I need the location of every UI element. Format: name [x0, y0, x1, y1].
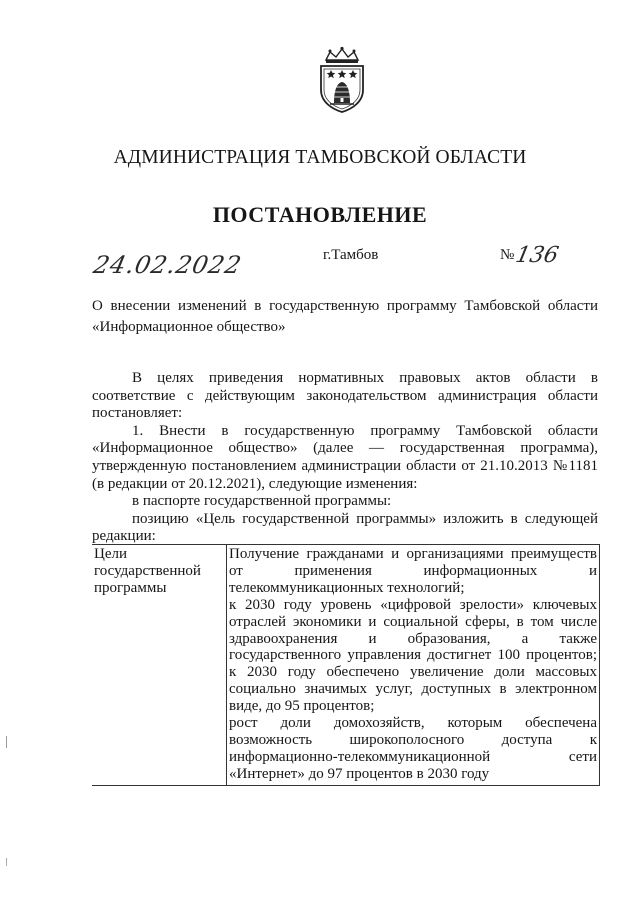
- content-line: отраслей экономики и социальной сферы, в том числе: [229, 613, 597, 630]
- body-line: «Информационное общество» (далее — государственная программа),: [92, 440, 598, 457]
- body-line: 1. Внести в государственную программу Тамбовской области: [132, 422, 598, 439]
- body-line: постановляет:: [92, 405, 183, 422]
- handwritten-date: 24.02.2022: [91, 251, 245, 279]
- agency-name: АДМИНИСТРАЦИЯ ТАМБОВСКОЙ ОБЛАСТИ: [113, 147, 527, 168]
- document-type-title: ПОСТАНОВЛЕНИЕ: [212, 202, 428, 227]
- handwritten-document-number: 136: [513, 243, 561, 268]
- number-sign: №: [500, 247, 515, 263]
- goal-label-cell: [92, 545, 227, 786]
- content-line: телекоммуникационных технологий;: [229, 579, 465, 596]
- document-body: [92, 370, 598, 546]
- body-line: редакции:: [92, 528, 156, 545]
- body-line: позицию «Цель государственной программы» изложить в следующей: [132, 510, 598, 527]
- content-line: возможность широкополосного доступа к: [229, 731, 597, 748]
- content-line: информационно-телекоммуникационной сети: [229, 748, 597, 765]
- content-line: к 2030 году обеспечено увеличение доли массовых: [229, 664, 597, 681]
- body-line: В целях приведения нормативных правовых актов области в: [132, 370, 598, 386]
- scan-margin-mark: [6, 736, 7, 748]
- content-line: социально значимых услуг, доступных в электронном: [229, 681, 597, 698]
- body-line: утвержденную постановлением администрации области от 21.10.2013 №1181: [92, 457, 598, 474]
- content-line: здравоохранения и образования, а также: [229, 630, 597, 647]
- city-name: г.Тамбов: [323, 247, 379, 263]
- subject-line: «Информационное общество»: [92, 319, 286, 335]
- goal-content-cell: [227, 545, 600, 786]
- content-line: виде, до 95 процентов;: [229, 698, 375, 715]
- content-line: «Интернет» до 97 процентов в 2030 году: [229, 765, 490, 782]
- content-line: государственного управления достигнет 100 процентов;: [229, 647, 597, 664]
- document-subject: [92, 296, 598, 338]
- label-line: государственной: [94, 562, 201, 579]
- body-line: в паспорте государственной программы:: [132, 493, 392, 510]
- content-line: рост доли домохозяйств, которым обеспечена: [229, 715, 597, 732]
- scan-margin-mark: [6, 858, 7, 866]
- content-line: к 2030 году уровень «цифровой зрелости» ключевых: [229, 596, 597, 613]
- tambov-coat-of-arms-icon: [314, 46, 370, 114]
- program-goal-table: [92, 544, 600, 786]
- table-row: [92, 545, 600, 786]
- content-line: Получение гражданами и организациями преимуществ: [229, 546, 597, 562]
- content-line: от применения информационных и: [229, 562, 597, 579]
- label-line: программы: [94, 579, 167, 596]
- body-line: (в редакции от 20.12.2021), следующие изменения:: [92, 475, 418, 492]
- subject-line: О внесении изменений в государственную программу Тамбовской области: [92, 298, 598, 314]
- label-line: Цели: [94, 546, 128, 562]
- body-line: соответствие с действующим законодательством администрация области: [92, 387, 598, 404]
